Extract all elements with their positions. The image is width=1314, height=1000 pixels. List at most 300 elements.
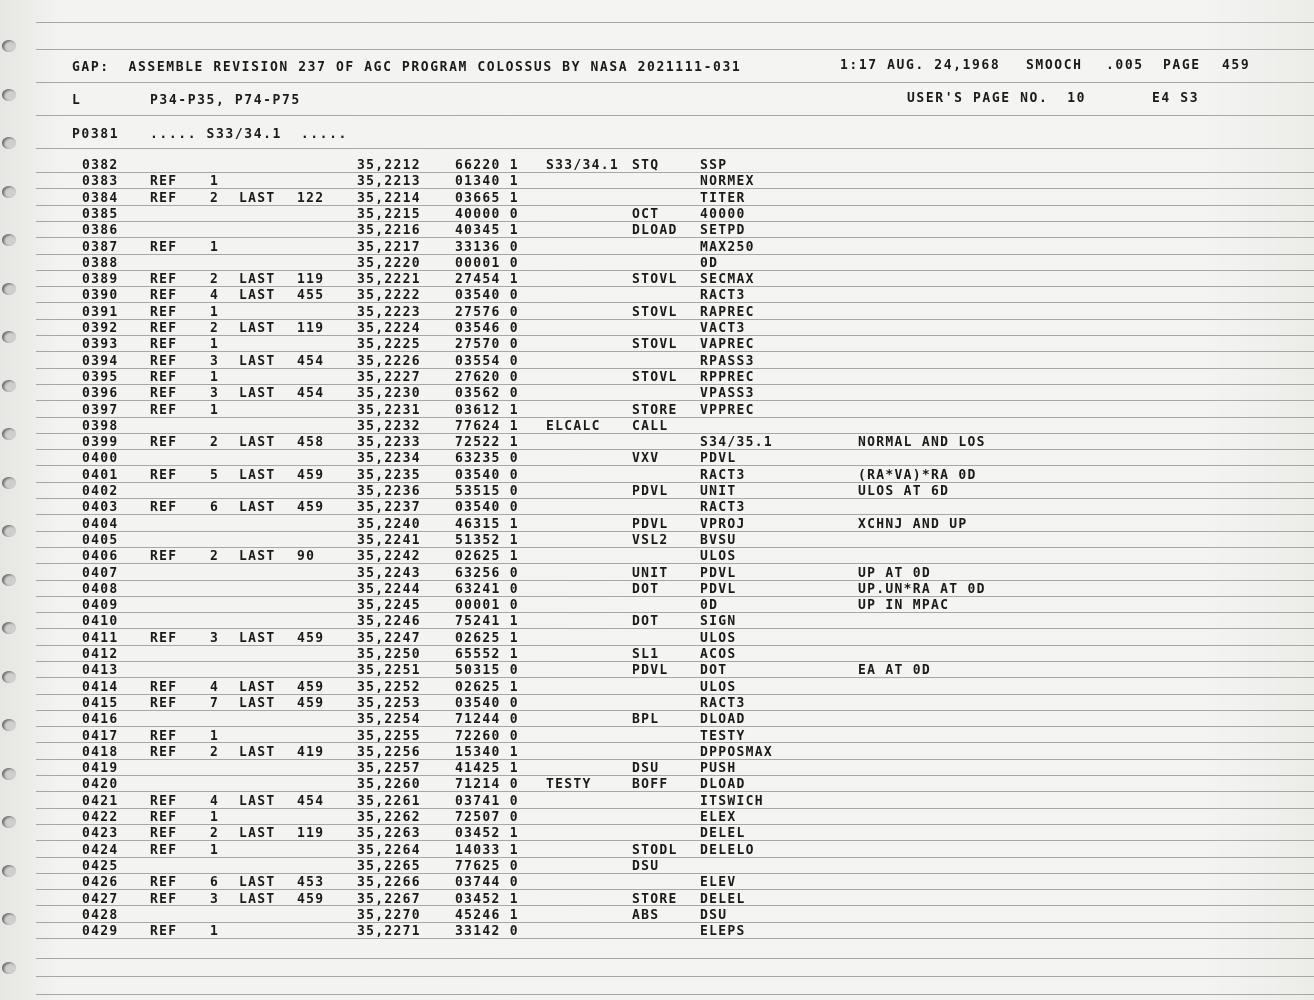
octal-word: 40345 1 xyxy=(455,223,519,238)
ref-count: 4 xyxy=(210,680,220,695)
octal-word: 63241 0 xyxy=(455,582,519,597)
operand: UNIT xyxy=(700,484,737,499)
line-number: 0412 xyxy=(82,647,119,662)
last-label: LAST xyxy=(239,191,276,206)
last-label: LAST xyxy=(239,321,276,336)
assembly-code: .005 xyxy=(1106,58,1144,73)
address: 35,2237 xyxy=(357,500,421,515)
paper-rule xyxy=(36,148,1314,149)
operand: ELEX xyxy=(700,810,737,825)
ref-count: 2 xyxy=(210,272,220,287)
octal-word: 00001 0 xyxy=(455,256,519,271)
paper-rule xyxy=(36,270,1314,271)
address: 35,2271 xyxy=(357,924,421,939)
ref-count: 3 xyxy=(210,892,220,907)
address: 35,2254 xyxy=(357,712,421,727)
ref-count: 1 xyxy=(210,924,220,939)
address: 35,2256 xyxy=(357,745,421,760)
line-number: 0394 xyxy=(82,354,119,369)
line-number: 0408 xyxy=(82,582,119,597)
opcode: STODL xyxy=(632,843,678,858)
octal-word: 63256 0 xyxy=(455,566,519,581)
line-number: 0426 xyxy=(82,875,119,890)
operand: DELELO xyxy=(700,843,755,858)
last-label: LAST xyxy=(239,892,276,907)
paper-rule xyxy=(36,221,1314,222)
ref-flag: REF xyxy=(150,875,178,890)
ref-count: 1 xyxy=(210,843,220,858)
ref-flag: REF xyxy=(150,191,178,206)
comment: ULOS AT 6D xyxy=(858,484,950,499)
paper-rule xyxy=(36,49,1314,50)
address: 35,2230 xyxy=(357,386,421,401)
octal-word: 53515 0 xyxy=(455,484,519,499)
operand: RACT3 xyxy=(700,468,746,483)
address: 35,2231 xyxy=(357,403,421,418)
octal-word: 02625 1 xyxy=(455,549,519,564)
address: 35,2235 xyxy=(357,468,421,483)
ref-flag: REF xyxy=(150,288,178,303)
address: 35,2236 xyxy=(357,484,421,499)
feed-hole-icon xyxy=(2,574,16,586)
octal-word: 03452 1 xyxy=(455,892,519,907)
operand: S34/35.1 xyxy=(700,435,774,450)
octal-word: 03546 0 xyxy=(455,321,519,336)
ref-count: 1 xyxy=(210,370,220,385)
paper-rule xyxy=(36,994,1314,995)
opcode: STORE xyxy=(632,892,678,907)
opcode: DOT xyxy=(632,614,660,629)
line-number: 0415 xyxy=(82,696,119,711)
comment: NORMAL AND LOS xyxy=(858,435,986,450)
last-line: 119 xyxy=(297,272,325,287)
last-line: 459 xyxy=(297,468,325,483)
opcode: PDVL xyxy=(632,663,669,678)
paper-rule xyxy=(36,580,1314,581)
line-number: 0419 xyxy=(82,761,119,776)
last-line: 453 xyxy=(297,875,325,890)
comment: EA AT 0D xyxy=(858,663,932,678)
paper-rule xyxy=(36,482,1314,483)
operand: ACOS xyxy=(700,647,737,662)
octal-word: 03744 0 xyxy=(455,875,519,890)
feed-hole-icon xyxy=(2,865,16,877)
operand: DSU xyxy=(700,908,728,923)
feed-hole-icon xyxy=(2,331,16,343)
octal-word: 72522 1 xyxy=(455,435,519,450)
paper-rule xyxy=(36,710,1314,711)
address: 35,2246 xyxy=(357,614,421,629)
ref-count: 3 xyxy=(210,631,220,646)
feed-hole-icon xyxy=(2,40,16,52)
address: 35,2234 xyxy=(357,451,421,466)
ref-count: 1 xyxy=(210,174,220,189)
address: 35,2252 xyxy=(357,680,421,695)
last-label: LAST xyxy=(239,680,276,695)
octal-word: 41425 1 xyxy=(455,761,519,776)
paper-rule xyxy=(36,938,1314,939)
operand: PUSH xyxy=(700,761,737,776)
ref-flag: REF xyxy=(150,321,178,336)
ref-flag: REF xyxy=(150,370,178,385)
line-number: 0384 xyxy=(82,191,119,206)
octal-word: 02625 1 xyxy=(455,631,519,646)
opcode: DSU xyxy=(632,761,660,776)
paper-rule xyxy=(36,433,1314,434)
line-number: 0406 xyxy=(82,549,119,564)
address: 35,2233 xyxy=(357,435,421,450)
ref-count: 1 xyxy=(210,403,220,418)
paper-rule xyxy=(36,498,1314,499)
octal-word: 51352 1 xyxy=(455,533,519,548)
operand: VPPREC xyxy=(700,403,755,418)
operand: SSP xyxy=(700,158,728,173)
opcode: PDVL xyxy=(632,484,669,499)
last-label: LAST xyxy=(239,468,276,483)
octal-word: 03741 0 xyxy=(455,794,519,809)
operand: VPROJ xyxy=(700,517,746,532)
line-number: 0429 xyxy=(82,924,119,939)
ref-count: 5 xyxy=(210,468,220,483)
octal-word: 72507 0 xyxy=(455,810,519,825)
comment: XCHNJ AND UP xyxy=(858,517,968,532)
line-number: 0416 xyxy=(82,712,119,727)
paper-rule xyxy=(36,808,1314,809)
operand: RAPREC xyxy=(700,305,755,320)
ref-count: 2 xyxy=(210,549,220,564)
paper-rule xyxy=(36,172,1314,173)
last-line: 459 xyxy=(297,696,325,711)
opcode: STOVL xyxy=(632,370,678,385)
ref-count: 7 xyxy=(210,696,220,711)
section-ref: E4 S3 xyxy=(1152,91,1200,106)
paper-rule xyxy=(36,612,1314,613)
address: 35,2215 xyxy=(357,207,421,222)
last-line: 454 xyxy=(297,386,325,401)
operand: DLOAD xyxy=(700,777,746,792)
octal-word: 15340 1 xyxy=(455,745,519,760)
address: 35,2253 xyxy=(357,696,421,711)
line-number: 0403 xyxy=(82,500,119,515)
opcode: DOT xyxy=(632,582,660,597)
opcode: STOVL xyxy=(632,305,678,320)
paper-rule xyxy=(36,694,1314,695)
paper-rule xyxy=(36,889,1314,890)
paper-rule xyxy=(36,976,1314,977)
line-number: 0417 xyxy=(82,729,119,744)
paper-rule xyxy=(36,775,1314,776)
paper-rule xyxy=(36,531,1314,532)
operand: ULOS xyxy=(700,549,737,564)
ref-count: 1 xyxy=(210,729,220,744)
octal-word: 75241 1 xyxy=(455,614,519,629)
feed-hole-icon xyxy=(2,283,16,295)
operand: ULOS xyxy=(700,631,737,646)
last-line: 122 xyxy=(297,191,325,206)
ref-flag: REF xyxy=(150,435,178,450)
line-number: 0427 xyxy=(82,892,119,907)
last-label: LAST xyxy=(239,354,276,369)
last-label: LAST xyxy=(239,745,276,760)
address: 35,2264 xyxy=(357,843,421,858)
ref-flag: REF xyxy=(150,549,178,564)
last-line: 459 xyxy=(297,680,325,695)
paper-rule xyxy=(36,791,1314,792)
opcode: STORE xyxy=(632,403,678,418)
operand: ELEV xyxy=(700,875,737,890)
line-number: 0400 xyxy=(82,451,119,466)
operand: RPPREC xyxy=(700,370,755,385)
ref-flag: REF xyxy=(150,240,178,255)
opcode: BPL xyxy=(632,712,660,727)
last-line: 458 xyxy=(297,435,325,450)
subheader-left: L xyxy=(72,93,82,108)
octal-word: 27576 0 xyxy=(455,305,519,320)
last-line: 459 xyxy=(297,500,325,515)
opcode: STOVL xyxy=(632,337,678,352)
line-number: 0395 xyxy=(82,370,119,385)
line-number: 0413 xyxy=(82,663,119,678)
user-page-number: USER'S PAGE NO. 10 xyxy=(907,91,1087,106)
feed-hole-icon xyxy=(2,671,16,683)
operand: SIGN xyxy=(700,614,737,629)
line-number: 0393 xyxy=(82,337,119,352)
page-label: PAGE xyxy=(1163,58,1201,73)
last-line: 459 xyxy=(297,631,325,646)
paper-rule xyxy=(36,22,1314,23)
address: 35,2217 xyxy=(357,240,421,255)
ref-flag: REF xyxy=(150,826,178,841)
opcode: VSL2 xyxy=(632,533,669,548)
operand: ULOS xyxy=(700,680,737,695)
feed-hole-icon xyxy=(2,622,16,634)
octal-word: 33142 0 xyxy=(455,924,519,939)
paper-rule xyxy=(36,465,1314,466)
assembly-time: 1:17 AUG. 24,1968 xyxy=(840,58,1001,73)
line-number: 0389 xyxy=(82,272,119,287)
feed-hole-icon xyxy=(2,962,16,974)
octal-word: 40000 0 xyxy=(455,207,519,222)
operand: VPASS3 xyxy=(700,386,755,401)
symbol-label: ELCALC xyxy=(546,419,601,434)
ref-flag: REF xyxy=(150,468,178,483)
octal-word: 72260 0 xyxy=(455,729,519,744)
octal-word: 03452 1 xyxy=(455,826,519,841)
address: 35,2255 xyxy=(357,729,421,744)
operand: ITSWICH xyxy=(700,794,764,809)
line-number: 0387 xyxy=(82,240,119,255)
line-number: 0411 xyxy=(82,631,119,646)
line-number: 0397 xyxy=(82,403,119,418)
operand: NORMEX xyxy=(700,174,755,189)
line-number: 0401 xyxy=(82,468,119,483)
operand: RPASS3 xyxy=(700,354,755,369)
address: 35,2245 xyxy=(357,598,421,613)
address: 35,2243 xyxy=(357,566,421,581)
address: 35,2262 xyxy=(357,810,421,825)
line-number: 0382 xyxy=(82,158,119,173)
ref-count: 6 xyxy=(210,500,220,515)
ref-flag: REF xyxy=(150,631,178,646)
operand: VACT3 xyxy=(700,321,746,336)
operand: 0D xyxy=(700,598,719,613)
opcode: CALL xyxy=(632,419,669,434)
last-label: LAST xyxy=(239,794,276,809)
ref-count: 4 xyxy=(210,288,220,303)
page-number: 459 xyxy=(1222,58,1251,73)
operand: DOT xyxy=(700,663,728,678)
operand: RACT3 xyxy=(700,288,746,303)
octal-word: 00001 0 xyxy=(455,598,519,613)
last-line: 454 xyxy=(297,794,325,809)
paper-rule xyxy=(36,400,1314,401)
address: 35,2250 xyxy=(357,647,421,662)
address: 35,2221 xyxy=(357,272,421,287)
octal-word: 02625 1 xyxy=(455,680,519,695)
address: 35,2251 xyxy=(357,663,421,678)
paper-rule xyxy=(36,726,1314,727)
opcode: DLOAD xyxy=(632,223,678,238)
last-line: 419 xyxy=(297,745,325,760)
line-number: 0390 xyxy=(82,288,119,303)
operand: TITER xyxy=(700,191,746,206)
line-number: 0385 xyxy=(82,207,119,222)
address: 35,2240 xyxy=(357,517,421,532)
address: 35,2232 xyxy=(357,419,421,434)
operand: ELEPS xyxy=(700,924,746,939)
ref-flag: REF xyxy=(150,500,178,515)
ref-flag: REF xyxy=(150,924,178,939)
last-label: LAST xyxy=(239,875,276,890)
opcode: PDVL xyxy=(632,517,669,532)
octal-word: 77624 1 xyxy=(455,419,519,434)
paper-rule xyxy=(36,873,1314,874)
operand: VAPREC xyxy=(700,337,755,352)
ref-count: 2 xyxy=(210,435,220,450)
octal-word: 63235 0 xyxy=(455,451,519,466)
feed-hole-icon xyxy=(2,525,16,537)
octal-word: 03562 0 xyxy=(455,386,519,401)
operand: DELEL xyxy=(700,892,746,907)
line-number: 0391 xyxy=(82,305,119,320)
address: 35,2261 xyxy=(357,794,421,809)
line-number: 0425 xyxy=(82,859,119,874)
address: 35,2212 xyxy=(357,158,421,173)
ref-flag: REF xyxy=(150,810,178,825)
octal-word: 14033 1 xyxy=(455,843,519,858)
ref-count: 3 xyxy=(210,386,220,401)
line-number: 0409 xyxy=(82,598,119,613)
symbol-label: TESTY xyxy=(546,777,592,792)
address: 35,2226 xyxy=(357,354,421,369)
line-number: 0404 xyxy=(82,517,119,532)
address: 35,2216 xyxy=(357,223,421,238)
operand: RACT3 xyxy=(700,500,746,515)
last-label: LAST xyxy=(239,696,276,711)
opcode: UNIT xyxy=(632,566,669,581)
line-number: 0418 xyxy=(82,745,119,760)
octal-word: 03540 0 xyxy=(455,500,519,515)
ref-flag: REF xyxy=(150,729,178,744)
last-label: LAST xyxy=(239,288,276,303)
ref-flag: REF xyxy=(150,696,178,711)
ref-flag: REF xyxy=(150,354,178,369)
last-label: LAST xyxy=(239,826,276,841)
opcode: VXV xyxy=(632,451,660,466)
ref-count: 1 xyxy=(210,305,220,320)
opcode: BOFF xyxy=(632,777,669,792)
operand: MAX250 xyxy=(700,240,755,255)
ref-flag: REF xyxy=(150,892,178,907)
address: 35,2220 xyxy=(357,256,421,271)
last-line: 455 xyxy=(297,288,325,303)
line-number: 0398 xyxy=(82,419,119,434)
line-number: 0399 xyxy=(82,435,119,450)
address: 35,2257 xyxy=(357,761,421,776)
operand: RACT3 xyxy=(700,696,746,711)
operand: DLOAD xyxy=(700,712,746,727)
address: 35,2225 xyxy=(357,337,421,352)
octal-word: 01340 1 xyxy=(455,174,519,189)
comment: UP AT 0D xyxy=(858,566,932,581)
address: 35,2260 xyxy=(357,777,421,792)
paper-rule xyxy=(36,254,1314,255)
address: 35,2267 xyxy=(357,892,421,907)
ref-flag: REF xyxy=(150,386,178,401)
operand: SECMAX xyxy=(700,272,755,287)
assembly-title: GAP: ASSEMBLE REVISION 237 OF AGC PROGRAM COLOSSUS BY NASA 2021111-031 xyxy=(72,60,742,75)
opcode: SL1 xyxy=(632,647,660,662)
ref-flag: REF xyxy=(150,794,178,809)
address: 35,2242 xyxy=(357,549,421,564)
octal-word: 66220 1 xyxy=(455,158,519,173)
ref-flag: REF xyxy=(150,305,178,320)
ref-flag: REF xyxy=(150,337,178,352)
feed-hole-icon xyxy=(2,913,16,925)
operand: PDVL xyxy=(700,566,737,581)
opcode: STOVL xyxy=(632,272,678,287)
feed-hole-icon xyxy=(2,428,16,440)
line-number: 0402 xyxy=(82,484,119,499)
paper-rule xyxy=(36,759,1314,760)
feed-hole-icon xyxy=(2,719,16,731)
operand: BVSU xyxy=(700,533,737,548)
opcode: STQ xyxy=(632,158,660,173)
ref-flag: REF xyxy=(150,174,178,189)
line-number: 0383 xyxy=(82,174,119,189)
opcode: OCT xyxy=(632,207,660,222)
octal-word: 65552 1 xyxy=(455,647,519,662)
ref-count: 1 xyxy=(210,240,220,255)
last-line: 454 xyxy=(297,354,325,369)
ref-flag: REF xyxy=(150,403,178,418)
octal-word: 45246 1 xyxy=(455,908,519,923)
octal-word: 71214 0 xyxy=(455,777,519,792)
line-number: 0421 xyxy=(82,794,119,809)
paper-rule xyxy=(36,547,1314,548)
ref-count: 4 xyxy=(210,794,220,809)
paper-rule xyxy=(36,628,1314,629)
ref-flag: REF xyxy=(150,680,178,695)
ref-count: 2 xyxy=(210,745,220,760)
address: 35,2224 xyxy=(357,321,421,336)
comment: (RA*VA)*RA 0D xyxy=(858,468,977,483)
address: 35,2266 xyxy=(357,875,421,890)
address: 35,2223 xyxy=(357,305,421,320)
paper-rule xyxy=(36,563,1314,564)
operand: PDVL xyxy=(700,582,737,597)
paper-rule xyxy=(36,742,1314,743)
